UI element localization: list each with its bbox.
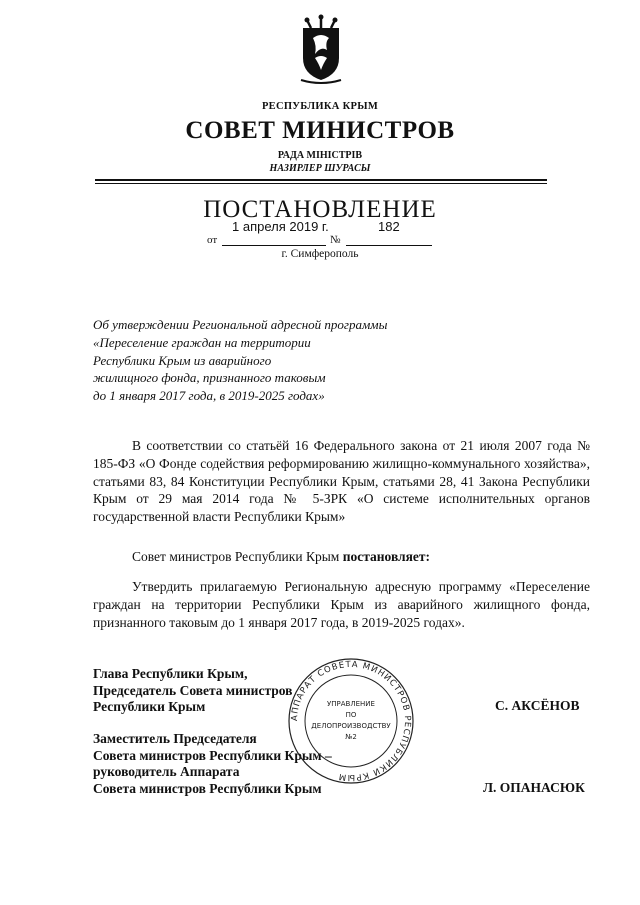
republic-name: РЕСПУБЛИКА КРЫМ — [261, 101, 379, 112]
stamp-inner-line: №2 — [345, 733, 357, 741]
subject-line: жилищного фонда, признанного таковым — [93, 370, 326, 386]
header-divider-thin — [95, 183, 547, 184]
signature-line: Глава Республики Крым, — [93, 666, 248, 681]
header-divider-thick — [95, 179, 547, 181]
subject-line: Республики Крым из аварийного — [93, 352, 272, 368]
stamp-inner-line: УПРАВЛЕНИЕ — [327, 700, 375, 708]
number-underline — [346, 245, 432, 246]
coat-of-arms-emblem — [297, 14, 345, 84]
signature-line: Председатель Совета министров — [93, 682, 293, 698]
preamble-paragraph: В соответствии со статьёй 16 Федерального закона от 21 июля 2007 года № 185-ФЗ «О Фонде содействия реформированию жилищно-коммунального хозяйства», статьями 83, 84 Конституции Республики Крым, статьями 28, 41 Закона Республики Крым от 29 мая 2014 года № 5-ЗРК «О системе исполнительных органов государственной власти Республики Крым» — [93, 438, 590, 525]
decree-subject — [93, 316, 413, 405]
decree-city: г. Симферополь — [281, 248, 359, 260]
subject-line: до 1 января 2017 года, в 2019-2025 годах» — [93, 388, 325, 404]
subject-line: Об утверждении Региональной адресной программы — [93, 317, 388, 332]
council-title-ukrainian: РАДА МІНІСТРІВ — [277, 150, 363, 161]
resolution-lead: Совет министров Республики Крым — [132, 549, 343, 564]
deputy-signature-name: Л. ОПАНАСЮК — [483, 780, 585, 795]
date-underline — [222, 245, 326, 246]
signature-line: Совета министров Республики Крым – — [93, 747, 332, 763]
approval-paragraph: Утвердить прилагаемую Региональную адресную программу «Переселение граждан на территории Республики Крым из аварийного жилищного фонда, признанного таковым до 1 января 2017 года, в 2019-2025 годах». — [93, 579, 590, 630]
decree-title: ПОСТАНОВЛЕНИЕ — [203, 196, 437, 223]
signature-line: Совета министров Республики Крым — [93, 780, 322, 796]
stamp-inner-line: ПО — [345, 711, 357, 719]
head-signature-title — [93, 666, 292, 716]
date-label: от — [207, 234, 218, 246]
signature-line: Республики Крым — [93, 699, 206, 714]
resolution-verb: постановляет: — [342, 549, 431, 564]
stamp-inner-line: ДЕЛОПРОИЗВОДСТВУ — [311, 722, 391, 730]
subject-line: «Переселение граждан на территории — [93, 334, 311, 350]
number-label: № — [330, 234, 341, 246]
signature-line: руководитель Аппарата — [93, 764, 240, 779]
council-title: СОВЕТ МИНИСТРОВ — [185, 117, 455, 144]
head-signature-name: С. АКСЁНОВ — [495, 698, 580, 713]
resolution-paragraph — [93, 548, 590, 566]
decree-number: 182 — [378, 219, 400, 234]
council-title-crimean-tatar: НАЗИРЛЕР ШУРАСЫ — [269, 163, 371, 174]
stamp-outer-text: АППАРАТ СОВЕТА МИНИСТРОВ РЕСПУБЛИКИ КРЫМ — [289, 659, 413, 783]
decree-date: 1 апреля 2019 г. — [232, 219, 329, 234]
office-stamp — [286, 656, 416, 786]
signature-line: Заместитель Председателя — [93, 731, 257, 746]
